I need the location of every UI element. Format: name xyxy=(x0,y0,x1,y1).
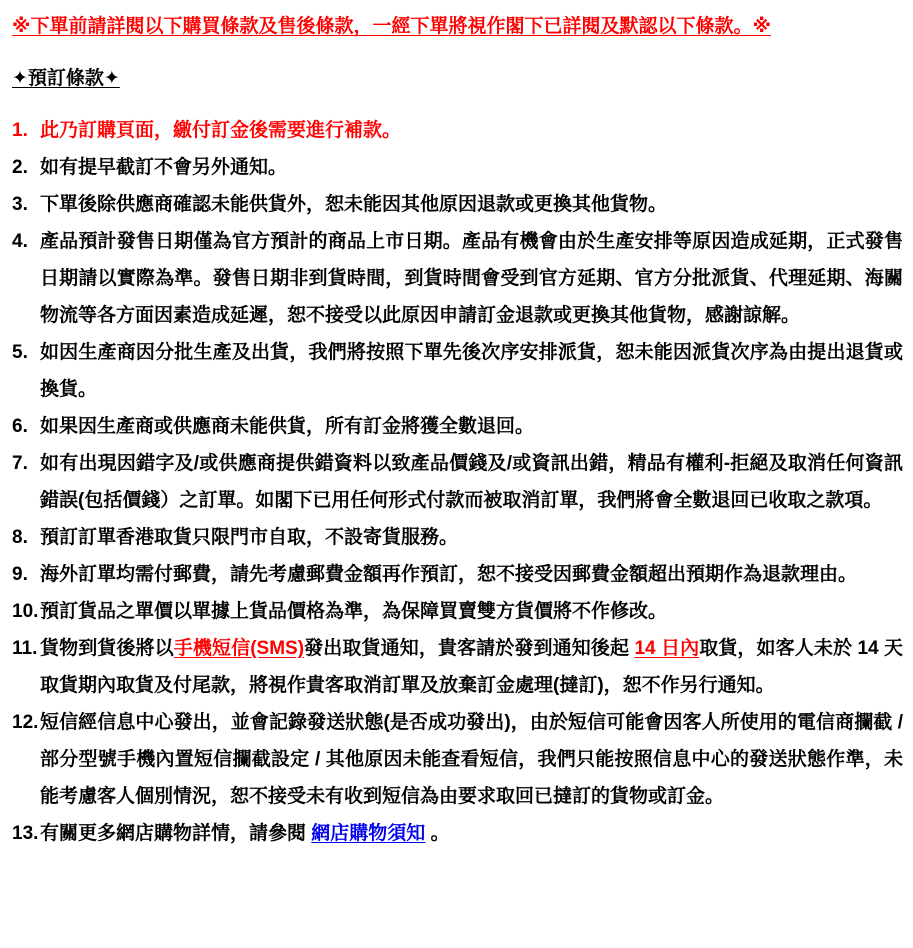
term-number: 9. xyxy=(12,564,28,585)
term-text xyxy=(40,593,903,630)
terms-list xyxy=(12,112,903,852)
term-number: 13. xyxy=(12,823,39,844)
term-item xyxy=(12,149,903,186)
term-item xyxy=(12,112,903,149)
term-number: 3. xyxy=(12,194,28,215)
term-text xyxy=(40,186,903,223)
term-number: 11. xyxy=(12,638,38,659)
term-text xyxy=(40,815,903,852)
term-segment: 下單後除供應商確認未能供貨外，恕未能因其他原因退款或更換其他貨物。 xyxy=(40,194,668,215)
term-item xyxy=(12,519,903,556)
page-title: ※下單前請詳閱以下購買條款及售後條款，一經下單將視作閣下已詳閱及默認以下條款。※ xyxy=(12,16,771,37)
term-segment: 產品預計發售日期僅為官方預計的商品上市日期。產品有機會由於生產安排等原因造成延期，正式發售日期請以實際為準。發售日期非到貨時間，到貨時間會受到官方延期、官方分批派貨、代理延期、海關物流等各方面因素造成延遲，恕不接受以此原因申請訂金退款或更換其他貨物，感謝諒解。 xyxy=(40,231,903,326)
term-segment: 。 xyxy=(425,823,450,844)
term-text xyxy=(40,519,903,556)
term-text xyxy=(40,112,903,149)
term-segment: 發出取貨通知，貴客請於發到通知後起 xyxy=(304,638,635,659)
term-item xyxy=(12,334,903,408)
term-item xyxy=(12,445,903,519)
term-item xyxy=(12,815,903,852)
term-number: 8. xyxy=(12,527,28,548)
term-item xyxy=(12,593,903,630)
pickup-deadline-highlight: 14 日內 xyxy=(634,638,700,659)
term-text xyxy=(40,445,903,519)
term-number: 2. xyxy=(12,157,28,178)
term-segment: 有關更多網店購物詳情，請參閱 xyxy=(40,823,312,844)
term-item xyxy=(12,556,903,593)
term-segment: 如有提早截訂不會另外通知。 xyxy=(40,157,288,178)
term-text xyxy=(40,408,903,445)
term-segment: 如因生產商因分批生產及出貨，我們將按照下單先後次序安排派貨，恕未能因派貨次序為由提出退貨或換貨。 xyxy=(40,342,903,400)
term-number: 7. xyxy=(12,453,28,474)
term-number: 4. xyxy=(12,231,28,252)
store-shopping-notice-link[interactable]: 網店購物須知 xyxy=(311,823,426,844)
term-number: 6. xyxy=(12,416,28,437)
term-text xyxy=(40,223,903,334)
term-segment: 取貨，如客人未於 14 天取貨期內取貨及付尾款，將視作貴客取消訂單及放棄訂金處理(撻訂)，恕不作另行通知。 xyxy=(40,638,903,696)
term-segment: 預訂貨品之單價以單據上貨品價格為準，為保障買賣雙方貨價將不作修改。 xyxy=(40,601,668,622)
term-segment: 此乃訂購頁面，繳付訂金後需要進行補款。 xyxy=(40,120,402,141)
term-number: 1. xyxy=(12,120,28,141)
term-text xyxy=(40,630,903,704)
term-text xyxy=(40,334,903,408)
term-text xyxy=(40,149,903,186)
term-text xyxy=(40,704,903,815)
term-text xyxy=(40,556,903,593)
section-title xyxy=(12,64,903,94)
term-segment: 海外訂單均需付郵費，請先考慮郵費金額再作預訂，恕不接受因郵費金額超出預期作為退款理由。 xyxy=(40,564,858,585)
term-number: 12. xyxy=(12,712,39,733)
term-segment: 如有出現因錯字及/或供應商提供錯資料以致產品價錢及/或資訊出錯，精品有權利-拒絕及取消任何資訊錯誤(包括價錢）之訂單。如閣下已用任何形式付款而被取消訂單，我們將會全數退回已收取之款項。 xyxy=(40,453,903,511)
term-segment: 貨物到貨後將以 xyxy=(40,638,174,659)
term-item xyxy=(12,408,903,445)
term-item xyxy=(12,704,903,815)
term-item xyxy=(12,223,903,334)
term-number: 5. xyxy=(12,342,28,363)
sms-notice-highlight: 手機短信(SMS) xyxy=(173,638,305,659)
term-segment: 短信經信息中心發出，並會記錄發送狀態(是否成功發出)，由於短信可能會因客人所使用的電信商攔截 / 部分型號手機內置短信攔截設定 / 其他原因未能查看短信，我們只能按照信息中心的發送狀態作準，未能考慮客人個別情況，恕不接受未有收到短信為由要求取回已撻訂的貨物或訂金。 xyxy=(40,712,903,807)
term-segment: 如果因生產商或供應商未能供貨，所有訂金將獲全數退回。 xyxy=(40,416,535,437)
term-number: 10. xyxy=(12,601,39,622)
term-item xyxy=(12,630,903,704)
section-title-text: ✦預訂條款✦ xyxy=(12,68,120,89)
term-item xyxy=(12,186,903,223)
term-segment: 預訂訂單香港取貨只限門市自取，不設寄貨服務。 xyxy=(40,527,459,548)
